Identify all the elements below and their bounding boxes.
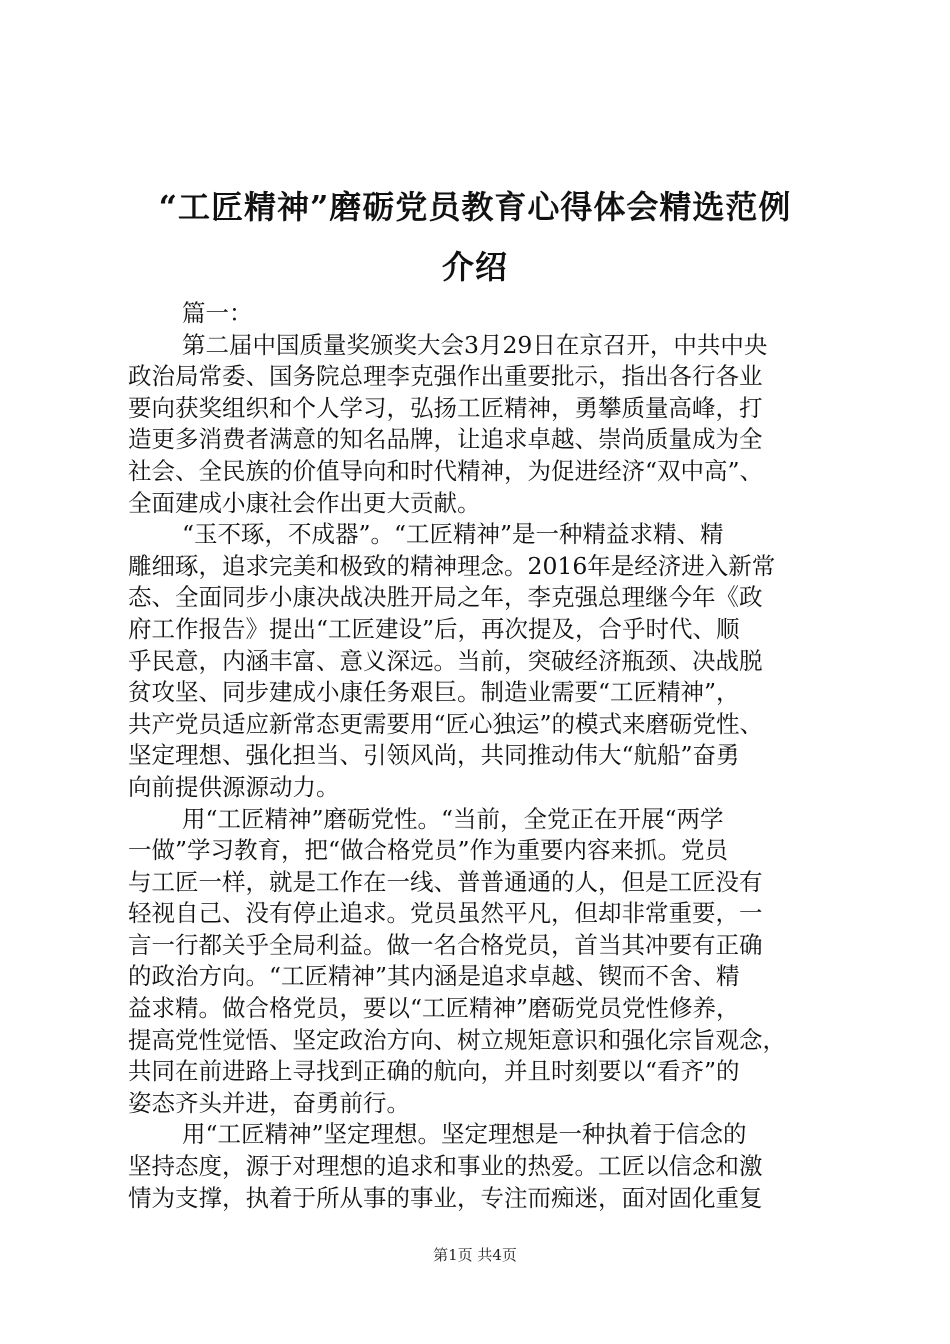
body-text-line: 用“工匠精神”磨砺党性。“当前，全党正在开展“两学 [182,804,724,833]
body-text-line: 造更多消费者满意的知名品牌，让追求卓越、崇尚质量成为全 [128,425,763,454]
body-text-line: 要向获奖组织和个人学习，弘扬工匠精神，勇攀质量高峰，打 [128,393,763,422]
body-text-line: 一做”学习教育，把“做合格党员”作为重要内容来抓。党员 [128,836,729,865]
body-text-line: 乎民意，内涵丰富、意义深远。当前，突破经济瓶颈、决战脱 [128,646,763,675]
document-title-continued: 介绍 [441,248,508,286]
body-text-line: 提高党性觉悟、坚定政治方向、树立规矩意识和强化宗旨观念， [128,1025,786,1054]
body-text-line: 坚定理想、强化担当、引领风尚，共同推动伟大“航船”奋勇 [128,741,740,770]
body-text-line: 全面建成小康社会作出更大贡献。 [128,488,481,517]
body-text-line: 言一行都关乎全局利益。做一名合格党员，首当其冲要有正确 [128,930,763,959]
body-text-line: 雕细琢，追求完美和极致的精神理念。2016年是经济进入新常 [128,551,776,580]
body-text-line: 篇一： [182,299,253,327]
document-body [128,298,838,1214]
body-text-line: 贫攻坚、同步建成小康任务艰巨。制造业需要“工匠精神”， [128,678,740,707]
body-text-line: 社会、全民族的价值导向和时代精神，为促进经济“双中高”、 [128,456,764,485]
body-text-line: 向前提供源源动力。 [128,772,340,801]
page-footer: 第1页 共4页 [433,1246,517,1264]
body-text-line: “玉不琢，不成器”。“工匠精神”是一种精益求精、精 [182,520,724,549]
body-text-line: 轻视自己、没有停止追求。党员虽然平凡，但却非常重要，一 [128,899,763,928]
body-text-line: 姿态齐头并进，奋勇前行。 [128,1088,410,1117]
document-title: “工匠精神”磨砺党员教育心得体会精选范例 [158,188,792,226]
body-text-line: 坚持态度，源于对理想的追求和事业的热爱。工匠以信念和激 [128,1152,763,1181]
body-text-line: 用“工匠精神”坚定理想。坚定理想是一种执着于信念的 [182,1120,747,1149]
body-text-line: 共同在前进路上寻找到正确的航向，并且时刻要以“看齐”的 [128,1057,740,1086]
body-text-line: 态、全面同步小康决战决胜开局之年，李克强总理继今年《政 [128,583,763,612]
body-text-line: 的政治方向。“工匠精神”其内涵是追求卓越、锲而不舍、精 [128,962,740,991]
body-text-line: 府工作报告》提出“工匠建设”后，再次提及，合乎时代、顺 [128,614,740,643]
body-text-line: 情为支撑，执着于所从事的事业，专注而痴迷，面对固化重复 [128,1183,763,1212]
body-text-line: 政治局常委、国务院总理李克强作出重要批示，指出各行各业 [128,362,763,391]
body-text-line: 与工匠一样，就是工作在一线、普普通通的人，但是工匠没有 [128,867,763,896]
body-text-line: 第二届中国质量奖颁奖大会3月29日在京召开，中共中央 [182,330,768,359]
body-text-line: 共产党员适应新常态更需要用“匠心独运”的模式来磨砺党性、 [128,709,764,738]
body-text-line: 益求精。做合格党员，要以“工匠精神”磨砺党员党性修养， [128,994,740,1023]
